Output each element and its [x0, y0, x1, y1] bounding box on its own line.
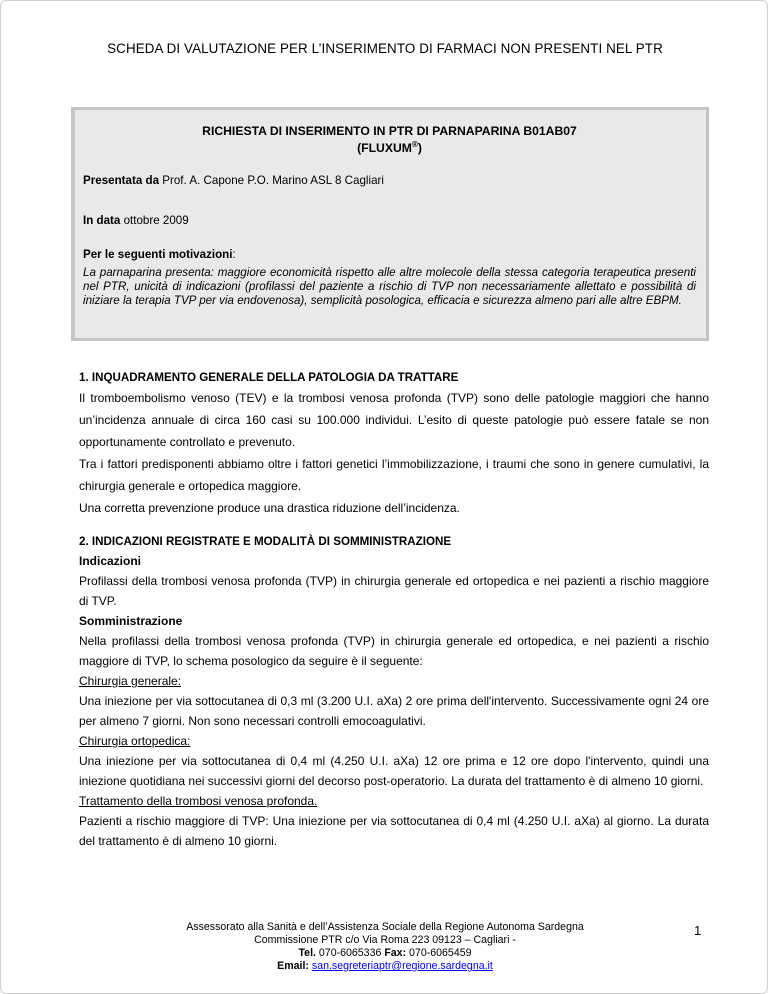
general-surgery-label: Chirurgia generale: [79, 674, 182, 688]
registered-mark: ® [411, 140, 418, 149]
request-title-line2-pre: (FLUXUM [357, 141, 412, 156]
section1-paragraph-1: Il tromboembolismo venoso (TEV) e la trombosi venosa profonda (TVP) sono delle patologie maggiori che hanno un’incidenza annuale di circa 160 casi su 100.000 individui. L’esito di queste patologie può essere fatale se non opportunamente controllato e prevenuto. [79, 391, 709, 449]
request-date-value: ottobre 2009 [120, 214, 189, 227]
fax-label: Fax: [384, 947, 407, 959]
section1-paragraph-2: Tra i fattori predisponenti abbiamo oltre i fattori genetici l’immobilizzazione, i traumi che sono in genere cumulativi, la chirurgia generale e ortopedica maggiore. [79, 457, 709, 493]
document-title: SCHEDA DI VALUTAZIONE PER L’INSERIMENTO DI FARMACI NON PRESENTI NEL PTR [107, 41, 663, 56]
fax-value: 070-6065459 [406, 947, 472, 959]
footer-contacts [1, 947, 768, 960]
orthopedic-surgery-label: Chirurgia ortopedica: [79, 734, 191, 748]
motivations-text: La parnaparina presenta: maggiore economicità rispetto alle altre molecole della stessa categoria terapeutica presenti nel PTR, unicità di indicazioni (profilassi del paziente a rischio di TVP non necessariamente allettato e possibilità di iniziare la terapia TVP per via endovenosa), semplicità posologica, efficacia e sicurezza almeno pari alle altre EBPM. [83, 266, 696, 307]
footer-line-2: Commissione PTR c/o Via Roma 223 09123 – Cagliari - [254, 934, 516, 946]
page-footer [1, 921, 768, 973]
orthopedic-surgery-text: Una iniezione per via sottocutanea di 0,4 ml (4.250 U.I. aXa) 12 ore prima e 12 ore dopo l'intervento, quindi una iniezione quotidiana nei successivi giorni del decorso post-operatorio. La durata del trattamento è di almeno 10 giorni. [79, 754, 709, 788]
tel-label: Tel. [298, 947, 316, 959]
footer-line-1: Assessorato alla Sanità e dell’Assistenza Sociale della Regione Autonoma Sardegna [186, 921, 584, 933]
indications-text: Profilassi della trombosi venosa profonda (TVP) in chirurgia generale ed ortopedica e nei pazienti a rischio maggiore di TVP. [79, 574, 709, 608]
section1-heading: 1. INQUADRAMENTO GENERALE DELLA PATOLOGIA DA TRATTARE [79, 371, 459, 384]
administration-label: Somministrazione [79, 614, 183, 628]
dvt-treatment-label: Trattamento della trombosi venosa profonda. [79, 794, 318, 808]
request-title-line2-post: ) [417, 141, 422, 156]
motivations-heading [83, 248, 236, 261]
request-date [83, 214, 189, 227]
indications-label: Indicazioni [79, 554, 142, 568]
request-date-label: In data [83, 214, 121, 227]
request-box [71, 107, 709, 341]
request-title [83, 124, 696, 155]
dvt-treatment-text: Pazienti a rischio maggiore di TVP: Una iniezione per via sottocutanea di 0,4 ml (4.250 U.I. aXa) al giorno. La durata del trattamento è di almeno 10 giorni. [79, 814, 709, 848]
general-surgery-text: Una iniezione per via sottocutanea di 0,3 ml (3.200 U.I. aXa) 2 ore prima dell'intervento. Successivamente ogni 24 ore per almeno 7 giorni. Non sono necessari controlli emocoagulativi. [79, 694, 709, 728]
section2-heading: 2. INDICAZIONI REGISTRATE E MODALITÀ DI SOMMINISTRAZIONE [79, 535, 452, 548]
presented-by-value: Prof. A. Capone P.O. Marino ASL 8 Cagliari [159, 174, 384, 187]
section1-paragraph-3: Una corretta prevenzione produce una drastica riduzione dell’incidenza. [79, 501, 460, 515]
page-number: 1 [694, 923, 702, 938]
presented-by-label: Presentata da [83, 174, 160, 187]
presented-by [83, 174, 384, 187]
tel-value: 070-6065336 [315, 947, 385, 959]
email-link[interactable]: san.segreteriaptr@regione.sardegna.it [311, 960, 493, 972]
motivations-colon: : [232, 248, 236, 261]
administration-text: Nella profilassi della trombosi venosa profonda (TVP) in chirurgia generale ed ortopedica, e nei pazienti a rischio maggiore di TVP, lo schema posologico da seguire è il seguente: [79, 634, 709, 668]
email-label: Email: [277, 960, 309, 972]
motivations-label: Per le seguenti motivazioni [83, 248, 233, 261]
footer-email [1, 960, 768, 973]
request-title-line1: RICHIESTA DI INSERIMENTO IN PTR DI PARNAPARINA B01AB07 [202, 124, 577, 138]
main-content [79, 369, 709, 851]
